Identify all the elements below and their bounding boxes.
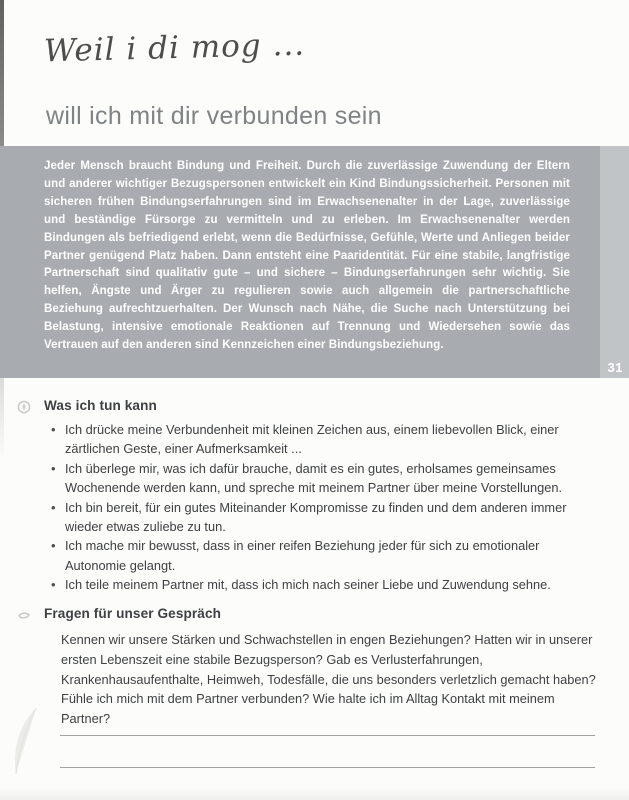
answer-line: [60, 735, 595, 736]
questions-text: Kennen wir unsere Stärken und Schwachstellen in engen Beziehungen? Hatten wir in unserer ersten Lebenszeit eine stabile Bezugsperson? Gab es Verlusterfahrungen, Krankenhausaufenthalte, Heimweh, Todesfälle, die uns besonders verletzlich gemacht haben? Fühle ich mich mit dem Partner verbunden? Wie halte ich im Alltag Kontakt mit meinem Partner?: [61, 632, 596, 727]
feather-watermark-icon: [6, 702, 46, 792]
list-item: • Ich teile meinem Partner mit, dass ich mich nach seiner Liebe und Zuwendung sehne.: [65, 575, 595, 594]
section-was-ich-tun-kann: [0, 398, 605, 595]
script-title: Weil i di mog ...: [43, 26, 306, 70]
page-number-strip: [600, 146, 629, 378]
list-item: • Ich bin bereit, für ein gutes Miteinander Kompromisse zu finden und dem anderen immer wieder etwas zuliebe zu tun.: [65, 498, 595, 537]
answer-line: [60, 767, 595, 768]
leaf-swirl-icon: [17, 608, 31, 622]
page-title: will ich mit dir verbunden sein: [46, 102, 382, 130]
page-bottom-shadow: [0, 786, 629, 800]
list-item: • Ich überlege mir, was ich dafür brauche, damit es ein gutes, erholsames gemeinsames Wochenende werden kann, und spreche mit meinem Partner über meine Vorstellungen.: [65, 459, 595, 498]
list-item: • Ich drücke meine Verbundenheit mit kleinen Zeichen aus, einem liebevollen Blick, einer zärtlichen Geste, einer Aufmerksamkeit ...: [65, 420, 595, 459]
page-number: 31: [607, 360, 623, 375]
todo-list: [0, 420, 605, 595]
section-fragen-fuer-unser-gespraech: [0, 606, 605, 729]
intro-text: Jeder Mensch braucht Bindung und Freiheit. Durch die zuverlässige Zuwendung der Eltern und anderer wichtiger Bezugspersonen entwickelt ein Kind Bindungssicherheit. Personen mit sicheren frühen Bindungserfahrungen sind im Erwachsenenalter in der Lage, zuverlässige und beständige Fürsorge zu vermitteln und zu erleben. Im Erwachsenenalter werden Bindungen als befriedigend erlebt, wenn die Bedürfnisse, Gefühle, Werte und Anliegen beider Partner genügend Platz haben. Dann entsteht eine Paaridentität. Für eine stabile, langfristige Partnerschaft sind qualitativ gute – und sichere – Bindungserfahrungen sehr wichtig. Sie helfen, Ängste und Ärger zu regulieren sowie auch allgemein die partnerschaftliche Beziehung aufrechtzuerhalten. Der Wunsch nach Nähe, die Suche nach Unterstützung bei Belastung, intensive emotionale Reaktionen auf Trennung und Wiedersehen sowie das Vertrauen auf den anderen sind Kennzeichen einer Bindungsbeziehung.: [44, 160, 570, 352]
section-heading: Was ich tun kann: [44, 398, 157, 413]
section-heading: Fragen für unser Gespräch: [44, 606, 222, 621]
intro-box: [0, 146, 600, 378]
list-item: • Ich mache mir bewusst, dass in einer reifen Beziehung jeder für sich zu emotionaler Autonomie gelangt.: [65, 536, 595, 575]
circle-leaf-icon: [17, 400, 31, 414]
